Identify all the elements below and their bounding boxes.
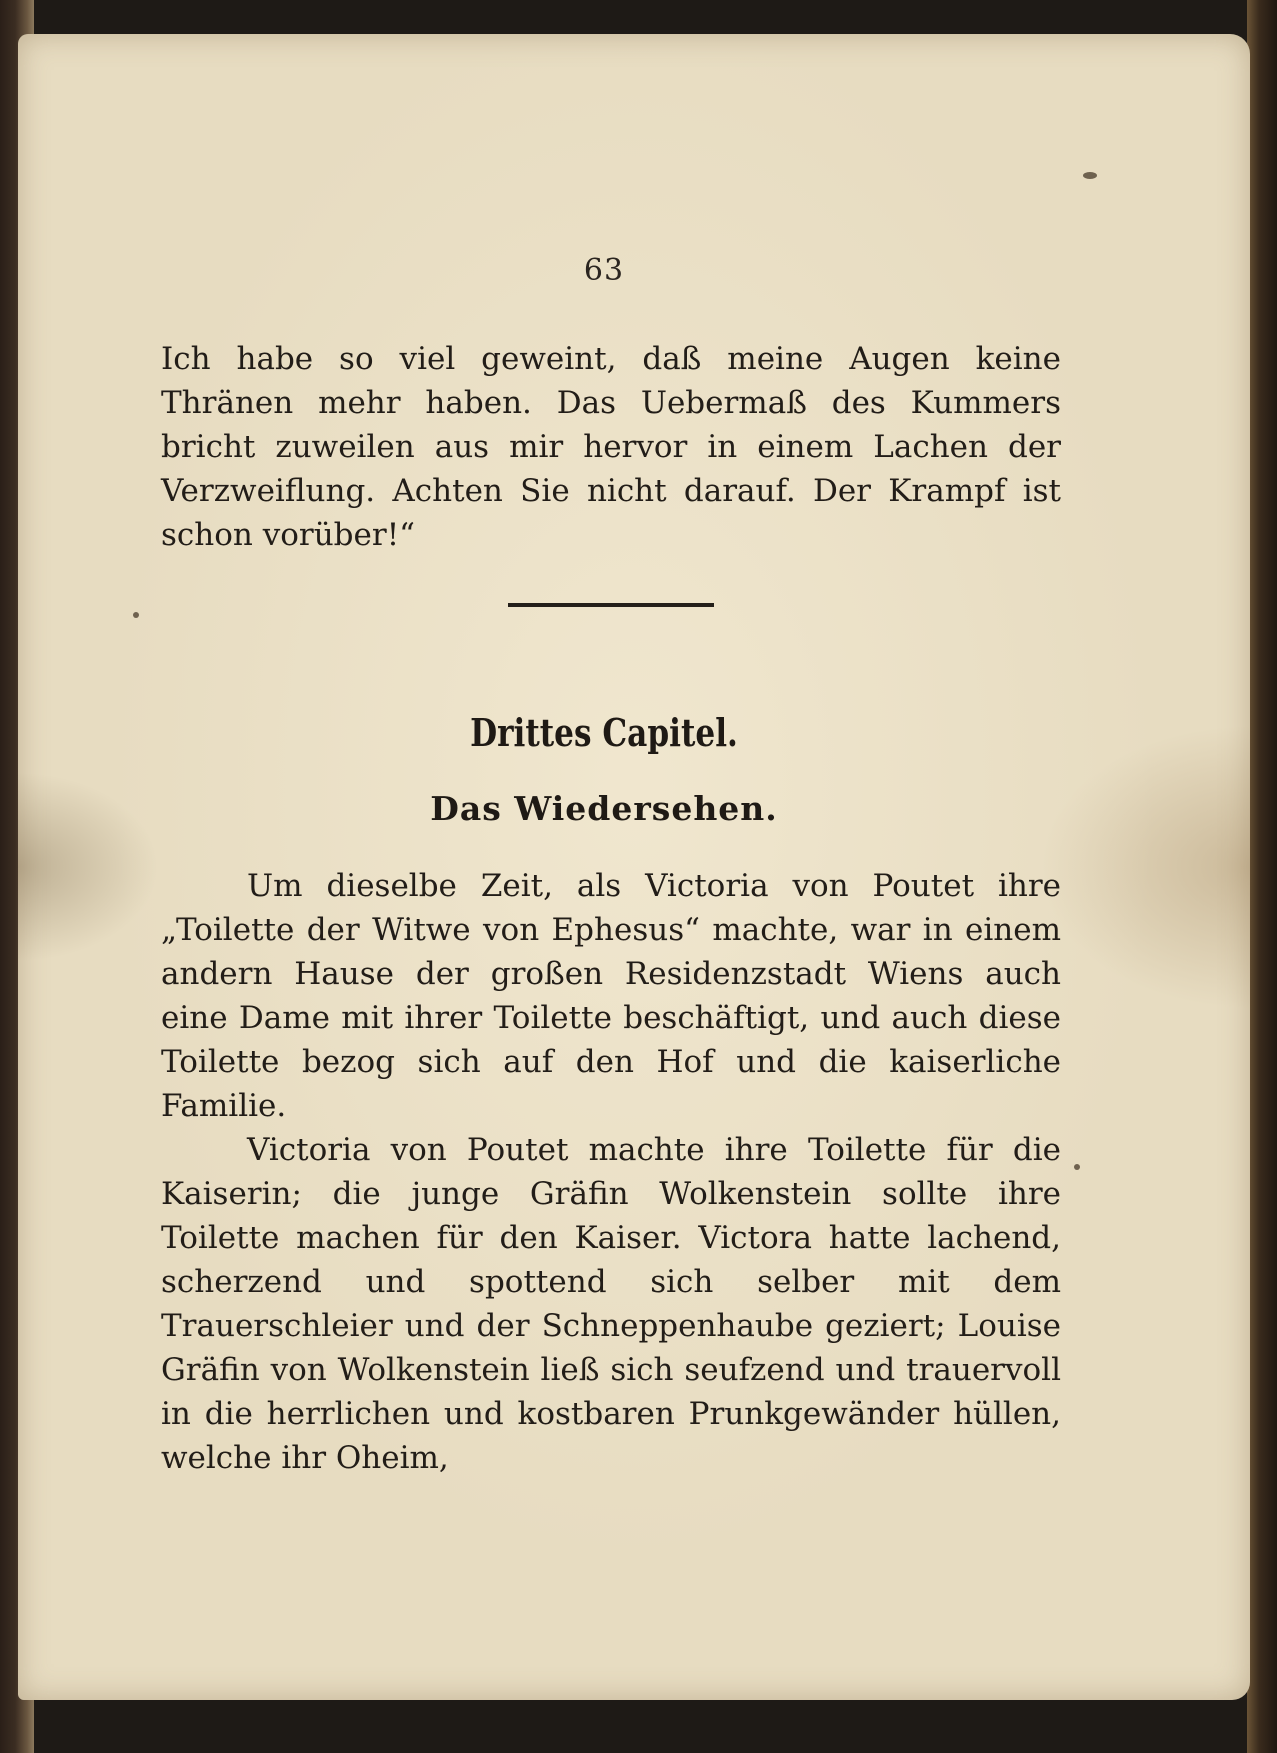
body-paragraph: Victoria von Poutet machte ihre Toilette für die Kaiserin; die junge Gräfin Wolkenstein sollte ihre Toilette machen für den Kaiser. Victora hatte lachend, scherzend und spottend sich selber mit dem Trauerschleier und der Schneppenhaube geziert; Louise Gräfin von Wolkenstein ließ sich seufzend und trauervoll in die herrlichen und kostbaren Prunkgewänder hüllen, welche ihr Oheim, [161, 1132, 1061, 1476]
ink-spot [1074, 1164, 1080, 1170]
book-page [18, 34, 1250, 1700]
book-cover-edge [1247, 0, 1277, 1753]
chapter-subtitle: Das Wiedersehen. [430, 789, 778, 828]
body-paragraph: Um dieselbe Zeit, als Victoria von Poutet ihre „Toilette der Witwe von Ephesus“ machte, war in einem andern Hause der großen Residenzstadt Wiens auch eine Dame mit ihrer Toilette beschäftigt, und auch diese Toilette bezog sich auf den Hof und die kaiserliche Familie. [161, 868, 1061, 1124]
chapter-title: Drittes Capitel. [470, 710, 738, 755]
opening-paragraph: Ich habe so viel geweint, daß meine Augen keine Thränen mehr haben. Das Uebermaß des Kummers bricht zuweilen aus mir hervor in einem Lachen der Verzweiflung. Achten Sie nicht darauf. Der Krampf ist schon vorüber!“ [161, 341, 1061, 553]
section-divider-rule [508, 603, 714, 607]
opening-paragraph-block [161, 337, 1061, 557]
ink-spot [1083, 172, 1097, 179]
ink-spot [133, 612, 139, 618]
page-number: 63 [583, 253, 625, 288]
chapter-body [161, 864, 1061, 1480]
